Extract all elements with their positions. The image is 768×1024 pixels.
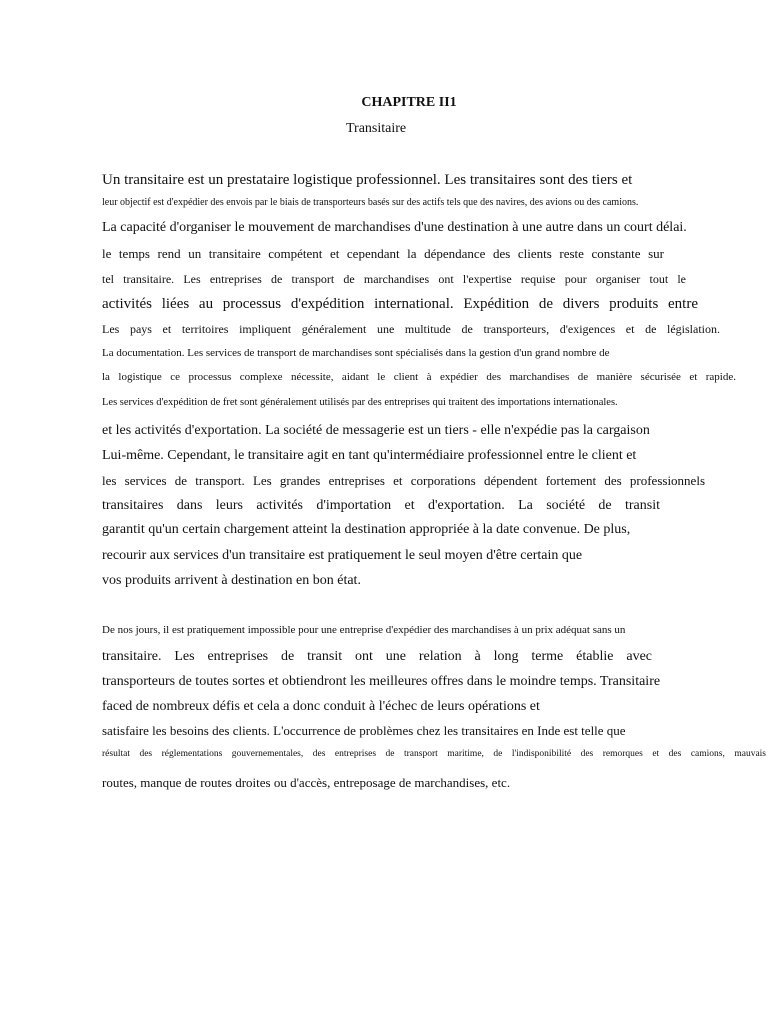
text-line: Les services d'expédition de fret sont généralement utilisés par des entreprises qui traitent des importations internationales.	[102, 397, 618, 408]
text-line: Lui-même. Cependant, le transitaire agit en tant qu'intermédiaire professionnel entre le client et	[102, 448, 637, 463]
text-line: transporteurs de toutes sortes et obtiendront les meilleures offres dans le moindre temps. Transitaire	[102, 674, 661, 689]
text-line: les services de transport. Les grandes entreprises et corporations dépendent fortement des professionnels	[102, 473, 705, 488]
text-line: leur objectif est d'expédier des envois par le biais de transporteurs basés sur des actifs tels que des navires, des avions ou des camions.	[102, 197, 639, 208]
text-line: recourir aux services d'un transitaire est pratiquement le seul moyen d'être certain que	[102, 548, 583, 563]
text-line: garantit qu'un certain chargement atteint la destination appropriée à la date convenue. De plus,	[102, 522, 631, 537]
text-line: transitaire. Les entreprises de transit ont une relation à long terme établie avec	[102, 649, 652, 664]
text-line: De nos jours, il est pratiquement impossible pour une entreprise d'expédier des marchandises à un prix adéquat sans un	[102, 624, 626, 636]
text-line: faced de nombreux défis et cela a donc conduit à l'échec de leurs opérations et	[102, 699, 540, 714]
text-line: la logistique ce processus complexe nécessite, aidant le client à expédier des marchandises de manière sécurisée et rapide.	[102, 371, 736, 383]
text-line: La documentation. Les services de transport de marchandises sont spécialisés dans la gestion d'un grand nombre de	[102, 347, 610, 359]
text-line: Les pays et territoires impliquent généralement une multitude de transporteurs, d'exigences et de législation.	[102, 322, 720, 336]
text-line: et les activités d'exportation. La société de messagerie est un tiers - elle n'expédie pas la cargaison	[102, 423, 650, 438]
text-line: tel transitaire. Les entreprises de transport de marchandises ont l'expertise requise pour organiser tout le	[102, 272, 686, 286]
text-line: satisfaire les besoins des clients. L'occurrence de problèmes chez les transitaires en Inde est telle que	[102, 723, 626, 738]
text-line: activités liées au processus d'expédition international. Expédition de divers produits entre	[102, 296, 698, 312]
text-line: résultat des réglementations gouvernementales, des entreprises de transport maritime, de l'indisponibilité des remorques et des camions, mauvais	[102, 749, 766, 759]
text-line: vos produits arrivent à destination en bon état.	[102, 573, 361, 588]
text-line: transitaires dans leurs activités d'importation et d'exportation. La société de transit	[102, 498, 660, 513]
text-line: routes, manque de routes droites ou d'accès, entreposage de marchandises, etc.	[102, 775, 511, 790]
text-line: La capacité d'organiser le mouvement de marchandises d'une destination à une autre dans un court délai.	[102, 220, 687, 235]
chapter-title: CHAPITRE II1	[361, 95, 457, 110]
text-line: Un transitaire est un prestataire logistique professionnel. Les transitaires sont des tiers et	[102, 172, 633, 188]
text-line: le temps rend un transitaire compétent et cependant la dépendance des clients reste constante sur	[102, 246, 664, 261]
chapter-subtitle: Transitaire	[346, 121, 407, 136]
